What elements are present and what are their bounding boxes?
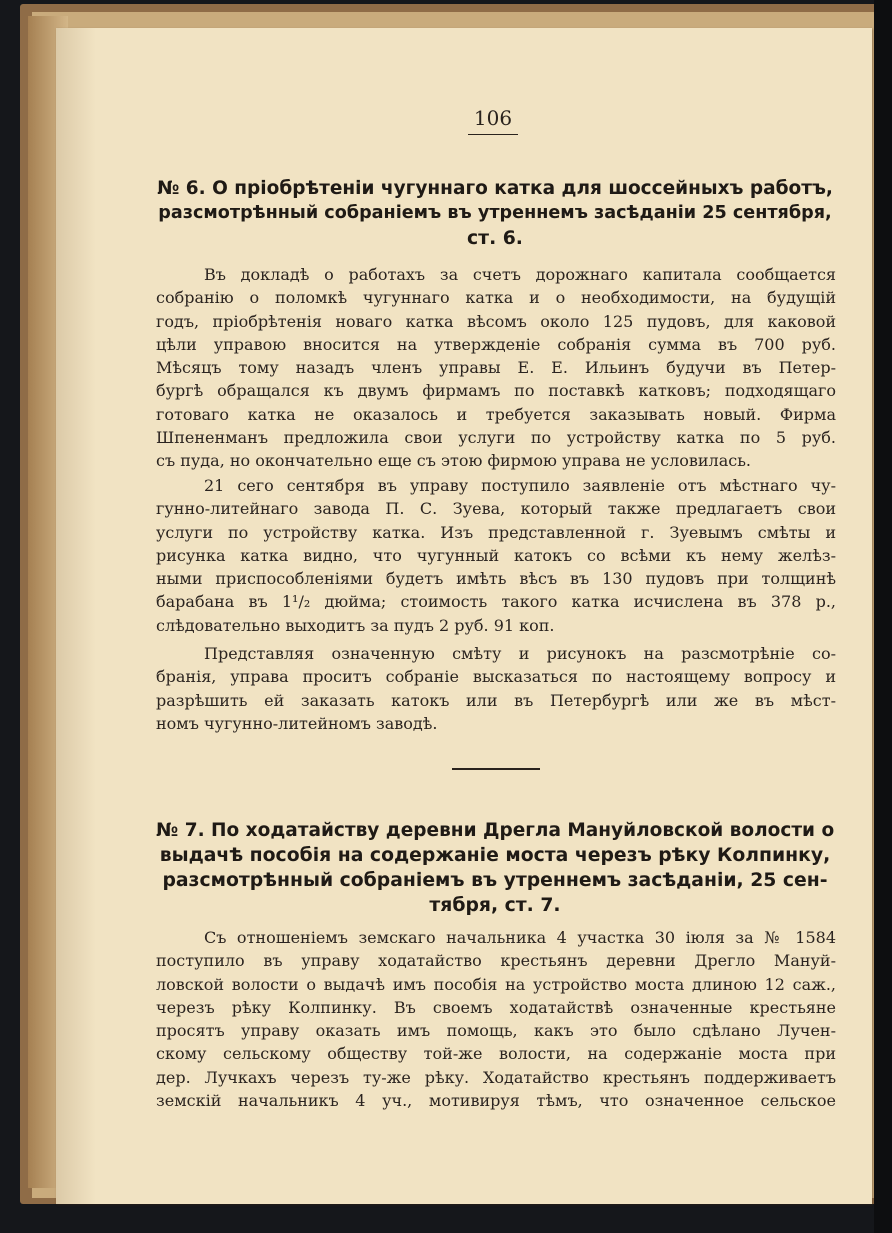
text-line: Шпененманъ предложила свои услуги по устройству катка по 5 руб. bbox=[156, 428, 836, 448]
heading-line: ст. 6. bbox=[467, 228, 523, 249]
text-line: земскій начальникъ 4 уч., мотивируя тѣмъ, что означенное сельское bbox=[156, 1091, 836, 1111]
text-line: барабана въ 1¹/₂ дюйма; стоимость такого катка исчислена въ 378 р., bbox=[156, 592, 836, 612]
heading-line: выдачѣ пособія на содержаніе моста черезъ рѣку Колпинку, bbox=[159, 845, 831, 866]
text-line: Съ отношеніемъ земскаго начальника 4 участка 30 іюля за № 1584 bbox=[204, 928, 836, 947]
section-6-paragraph-2 bbox=[156, 474, 836, 637]
text-line: дер. Лучкахъ черезъ ту-же рѣку. Ходатайство крестьянъ поддерживаетъ bbox=[156, 1067, 836, 1087]
text-line: рисунка катка видно, что чугунный катокъ со всѣми къ нему желѣз- bbox=[156, 545, 836, 565]
text-line: съ пуда, но окончательно еще съ этою фирмою управа не условилась. bbox=[156, 451, 751, 471]
text-line: ловской волости о выдачѣ имъ пособія на устройство моста длиною 12 саж., bbox=[156, 974, 836, 994]
section-7-heading bbox=[156, 818, 834, 918]
text-line: годъ, пріобрѣтенія новаго катка вѣсомъ около 125 пудовъ, для каковой bbox=[156, 311, 836, 331]
text-line: готоваго катка не оказалось и требуется заказывать новый. Фирма bbox=[156, 404, 836, 424]
text-line: бургѣ обращался къ двумъ фирмамъ по поставкѣ катковъ; подходящаго bbox=[156, 381, 836, 401]
text-line: услуги по устройству катка. Изъ представленной г. Зуевымъ смѣты и bbox=[156, 522, 836, 542]
section-divider bbox=[452, 768, 540, 770]
section-7-paragraph bbox=[156, 926, 836, 1112]
text-line: Въ докладѣ о работахъ за счетъ дорожнаго капитала сообщается bbox=[204, 265, 836, 284]
page-number: 106 bbox=[473, 106, 513, 130]
text-line: поступило въ управу ходатайство крестьянъ деревни Дрегло Мануй- bbox=[156, 951, 836, 971]
text-line: скому сельскому обществу той-же волости, на содержаніе моста при bbox=[156, 1044, 836, 1064]
text-line: разрѣшить ей заказать катокъ или въ Петербургѣ или же въ мѣст- bbox=[156, 690, 836, 710]
section-6-paragraph-1 bbox=[156, 263, 836, 473]
text-line: слѣдовательно выходитъ за пудъ 2 руб. 91 коп. bbox=[156, 615, 555, 635]
section-6-heading bbox=[156, 176, 834, 251]
heading-line: разсмотрѣнный собраніемъ въ утреннемъ засѣданіи, 25 сен- bbox=[162, 870, 828, 891]
text-line: 21 сего сентября въ управу поступило заявленіе отъ мѣстнаго чу- bbox=[204, 476, 836, 495]
heading-line: разсмотрѣнный собраніемъ въ утреннемъ засѣданіи 25 сентября, bbox=[158, 203, 832, 223]
text-line: собранію о поломкѣ чугуннаго катка и о необходимости, на будущій bbox=[156, 288, 836, 308]
text-line: Мѣсяцъ тому назадъ членъ управы Е. Е. Ильинъ будучи въ Петер- bbox=[156, 358, 836, 378]
text-line: просятъ управу оказать имъ помощь, какъ это было сдѣлано Лучен- bbox=[156, 1021, 836, 1041]
heading-line: № 6. О пріобрѣтеніи чугуннаго катка для шоссейныхъ работъ, bbox=[157, 178, 833, 199]
section-6-paragraph-3 bbox=[156, 642, 836, 735]
text-line: цѣли управою вносится на утвержденіе собранія сумма въ 700 руб. bbox=[156, 334, 836, 354]
scan-edge bbox=[874, 0, 892, 1233]
text-line: ными приспособленіями будетъ имѣть вѣсъ въ 130 пудовъ при толщинѣ bbox=[156, 569, 836, 589]
text-line: черезъ рѣку Колпинку. Въ своемъ ходатайствѣ означенные крестьяне bbox=[156, 997, 836, 1017]
page-number-underline bbox=[468, 134, 518, 135]
heading-line: № 7. По ходатайству деревни Дрегла Мануйловской волости о bbox=[156, 820, 835, 841]
text-line: гунно-литейнаго завода П. С. Зуева, который также предлагаетъ свои bbox=[156, 499, 836, 519]
heading-line: тября, ст. 7. bbox=[429, 895, 561, 916]
text-line: Представляя означенную смѣту и рисунокъ на разсмотрѣніе со- bbox=[204, 644, 836, 663]
text-line: бранія, управа проситъ собраніе высказаться по настоящему вопросу и bbox=[156, 667, 836, 687]
text-line: номъ чугунно-литейномъ заводѣ. bbox=[156, 713, 438, 733]
